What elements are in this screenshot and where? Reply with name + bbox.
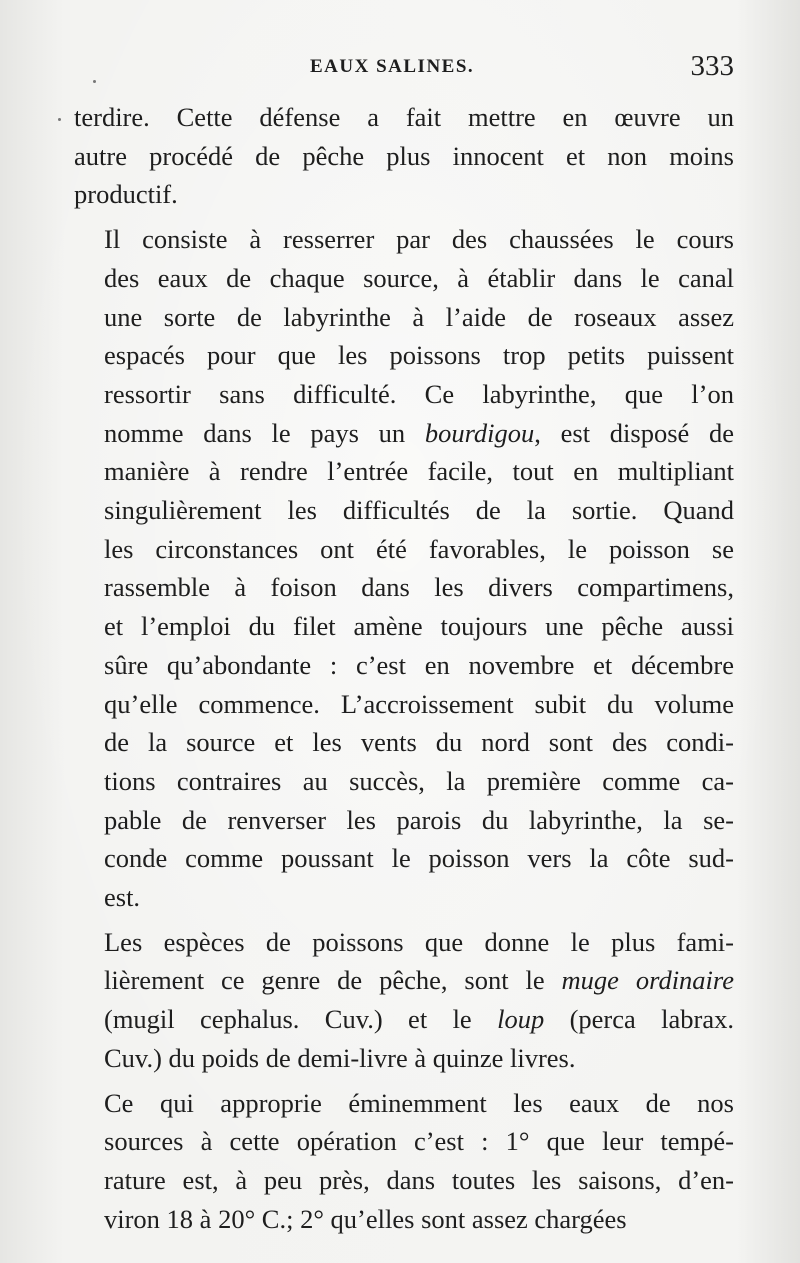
italic-term: muge ordinaire [561, 965, 735, 996]
text-line [74, 723, 734, 762]
text-run: productif. [74, 179, 178, 210]
text-line [74, 298, 734, 337]
ink-speck [93, 80, 96, 83]
text-run: les circonstances ont été favorables, le poisson se [104, 533, 734, 564]
text-run: autre procédé de pêche plus innocent et non moins [74, 140, 734, 171]
text-run: (perca labrax. [544, 1004, 734, 1035]
text-line [74, 839, 734, 878]
paragraph [74, 1084, 734, 1239]
text-run: espacés pour que les poissons trop petits puissent [104, 340, 734, 371]
text-line [74, 491, 734, 530]
paragraph [74, 220, 734, 917]
text-run: (mugil cephalus. Cuv.) et le [104, 1004, 498, 1035]
text-line [74, 452, 734, 491]
text-line [74, 607, 734, 646]
text-run: terdire. Cette défense a fait mettre en œuvre un [74, 102, 734, 132]
text-run: et l’emploi du filet amène toujours une pêche aussi [104, 611, 734, 642]
paragraph [74, 923, 734, 1078]
text-line [74, 878, 734, 917]
ink-speck [58, 118, 61, 121]
text-run: sûre qu’abondante : c’est en novembre et décembre [104, 649, 734, 680]
italic-term: loup [497, 1004, 545, 1035]
text-line [74, 762, 734, 801]
text-line [74, 801, 734, 840]
text-run: , est disposé de [534, 417, 734, 448]
text-line [74, 1200, 734, 1239]
text-line [74, 336, 734, 375]
text-line [74, 685, 734, 724]
text-line [74, 1161, 734, 1200]
text-run: ressortir sans difficulté. Ce labyrinthe, que l’on [104, 378, 734, 409]
text-line [74, 1039, 734, 1078]
body-text [74, 98, 734, 1238]
text-run: qu’elle commence. L’accroissement subit du volume [104, 688, 734, 719]
page-header [74, 50, 734, 86]
text-run: sources à cette opération c’est : 1° que leur tempé- [104, 1126, 734, 1157]
text-run: nomme dans le pays un [104, 417, 425, 448]
text-run: singulièrement les difficultés de la sortie. Quand [104, 495, 734, 526]
text-run: Ce qui approprie éminemment les eaux de nos [104, 1087, 734, 1118]
page-number: 333 [690, 50, 734, 82]
paragraph [74, 98, 734, 214]
text-run: une sorte de labyrinthe à l’aide de roseaux assez [104, 301, 734, 332]
text-line [74, 1000, 734, 1039]
text-run: viron 18 à 20° C.; 2° qu’elles sont assez chargées [104, 1203, 627, 1234]
text-run: des eaux de chaque source, à établir dans le canal [104, 262, 734, 293]
text-line [74, 568, 734, 607]
text-run: tions contraires au succès, la première comme ca- [104, 765, 734, 796]
text-line [74, 259, 734, 298]
text-run: rassemble à foison dans les divers compartimens, [104, 572, 734, 603]
italic-term: bourdigou [424, 417, 535, 448]
text-line [74, 220, 734, 259]
text-line [74, 1122, 734, 1161]
text-line [74, 646, 734, 685]
text-line [74, 1084, 734, 1123]
text-run: pable de renverser les parois du labyrinthe, la se- [104, 804, 734, 835]
text-line [74, 98, 734, 137]
text-line [74, 961, 734, 1000]
text-line [74, 175, 734, 214]
text-line [74, 923, 734, 962]
text-line [74, 530, 734, 569]
text-run: conde comme poussant le poisson vers la côte sud- [104, 843, 734, 874]
text-run: rature est, à peu près, dans toutes les saisons, d’en- [104, 1164, 734, 1195]
text-run: Cuv.) du poids de demi-livre à quinze livres. [104, 1042, 576, 1073]
text-line [74, 375, 734, 414]
running-head: EAUX SALINES. [310, 56, 475, 77]
text-line [74, 137, 734, 176]
text-run: lièrement ce genre de pêche, sont le [104, 965, 562, 996]
text-run: de la source et les vents du nord sont des condi- [104, 727, 734, 758]
text-run: est. [104, 882, 141, 913]
text-run: manière à rendre l’entrée facile, tout en multipliant [104, 456, 734, 487]
text-line [74, 414, 734, 453]
text-run: Il consiste à resserrer par des chaussées le cours [104, 224, 734, 255]
text-run: Les espèces de poissons que donne le plus fami- [104, 926, 734, 957]
